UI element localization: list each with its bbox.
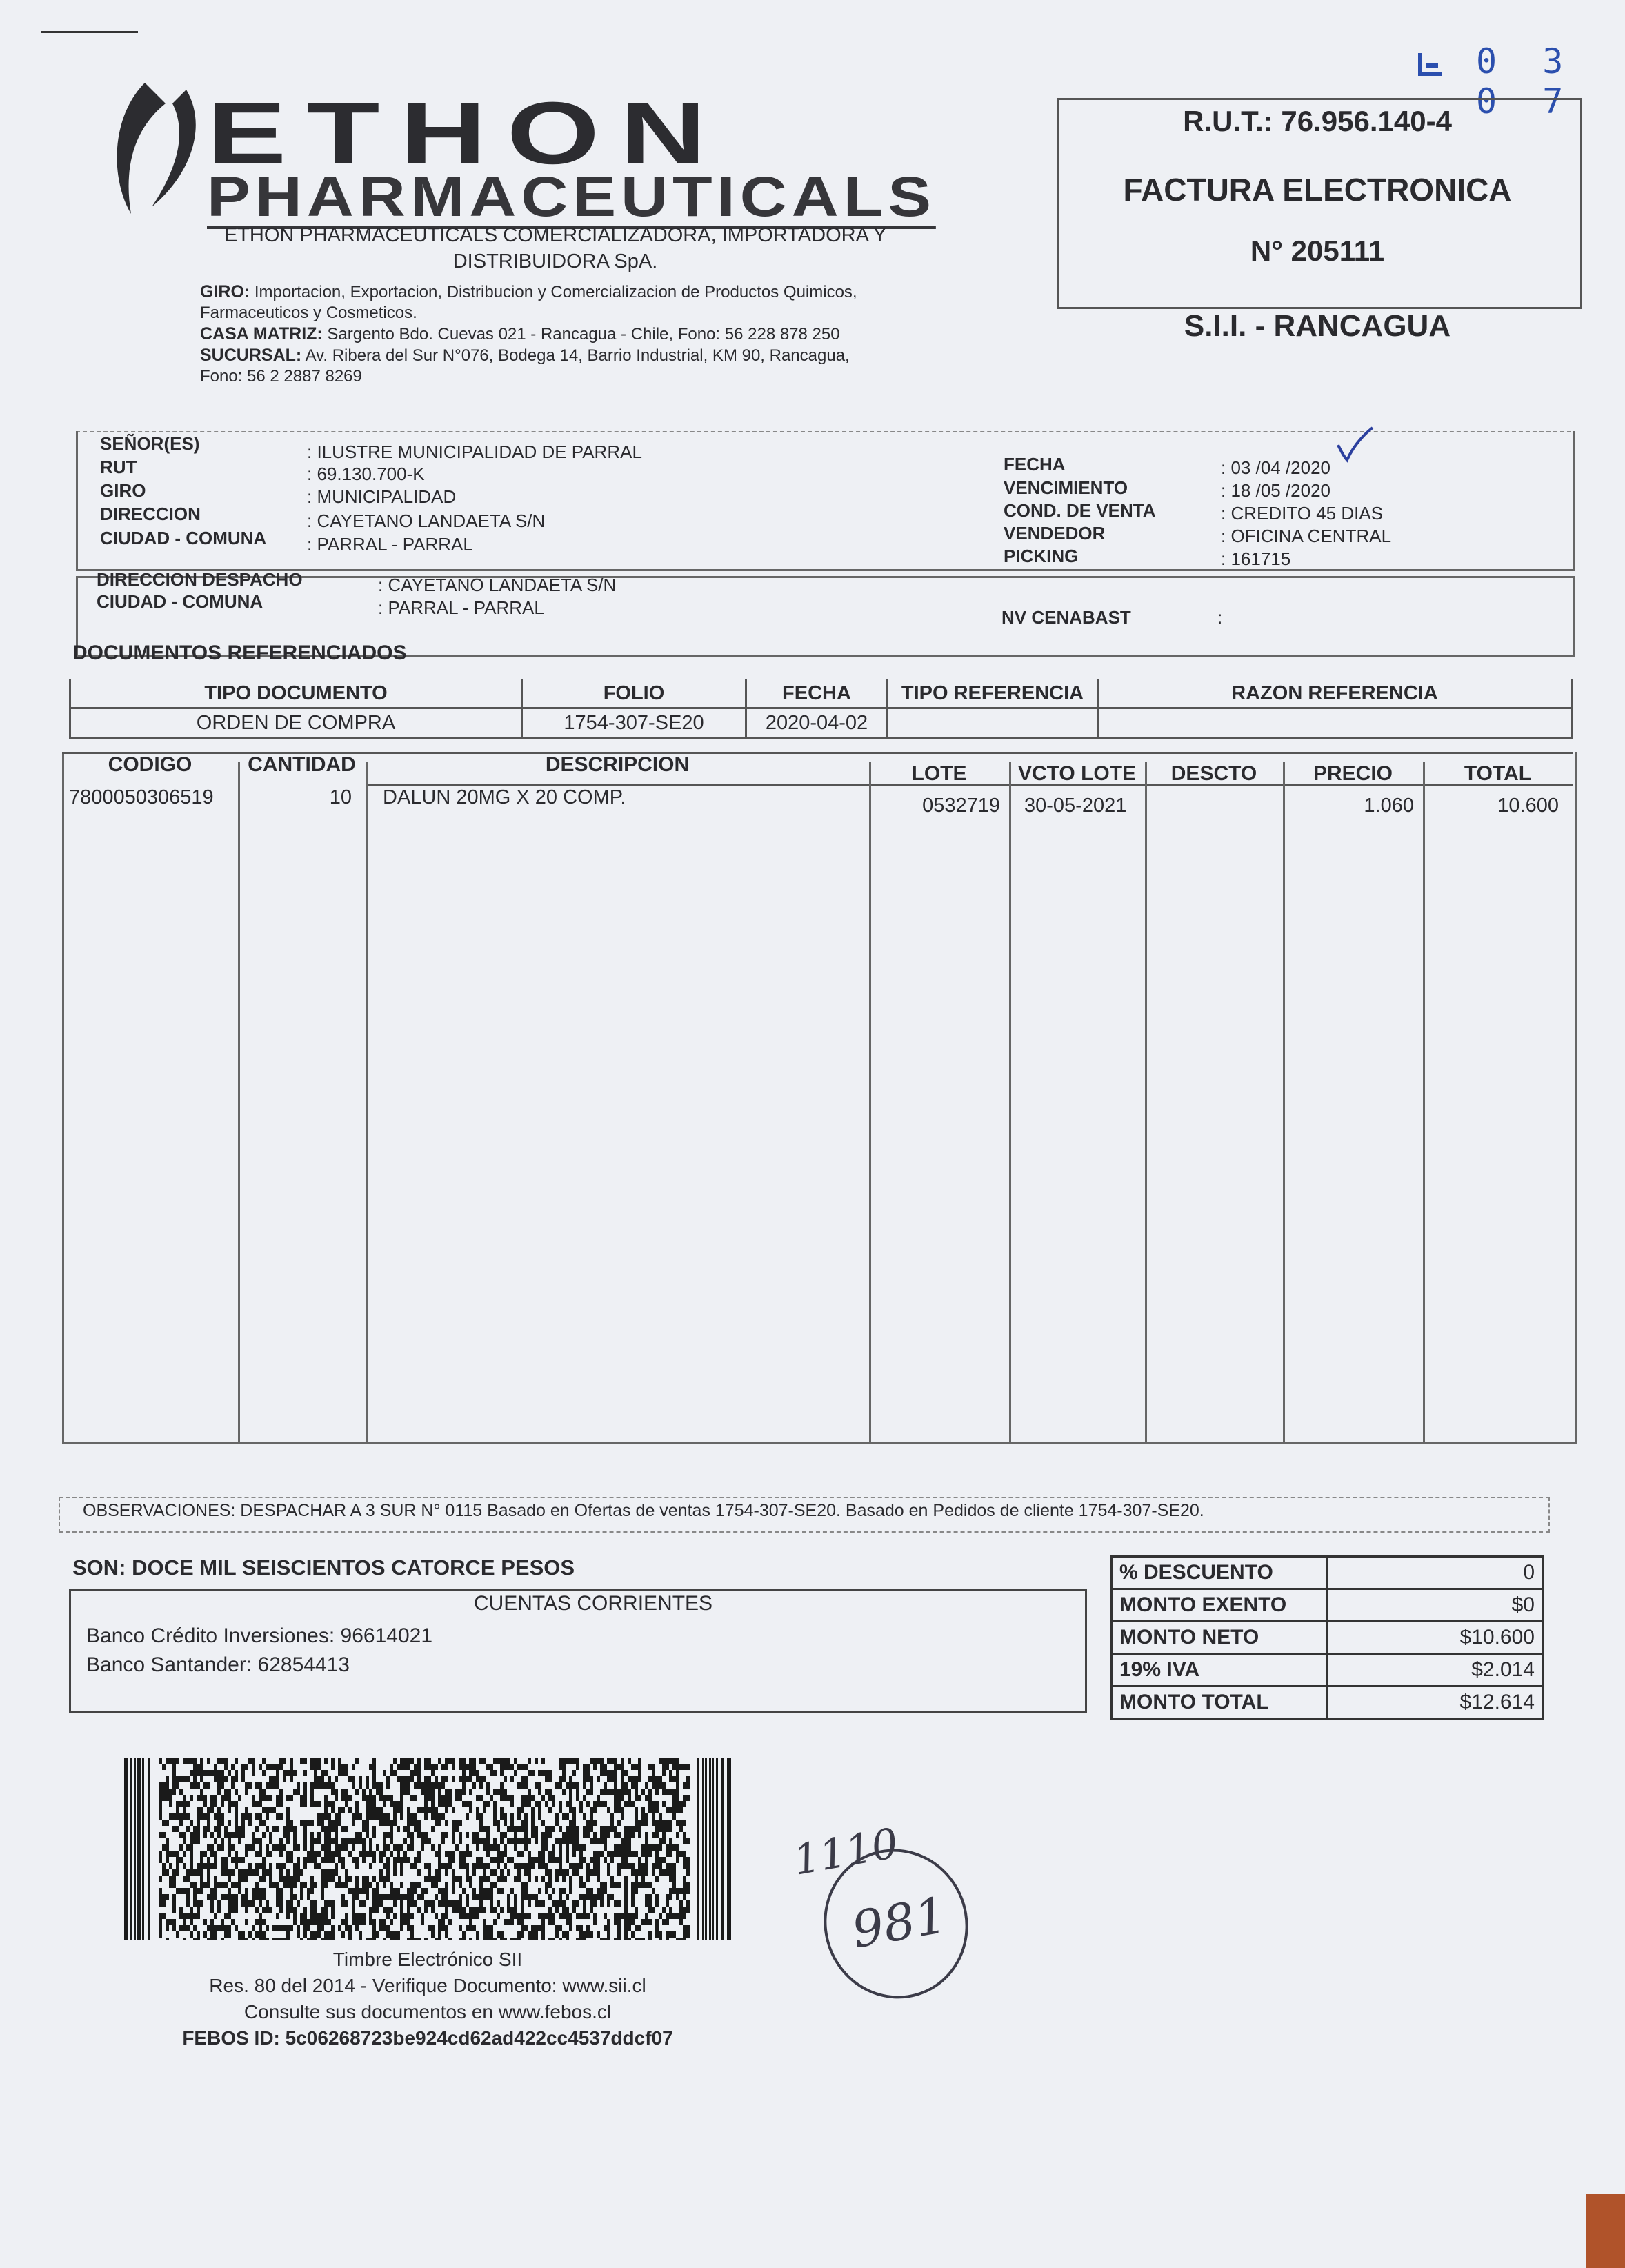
items-header-cantidad: CANTIDAD [248,753,356,776]
picking-label: PICKING [1004,546,1079,566]
sale-condition: : CREDITO 45 DIAS [1221,503,1384,524]
totals-value: $2.014 [1328,1654,1543,1687]
handwritten-check-icon [1335,424,1376,466]
item-code: 7800050306519 [69,786,214,808]
handwritten-note: 1110 [790,1819,902,1885]
timbre-febos-link: Consulte sus documentos en www.febos.cl [243,2001,612,2022]
docs-ref-cell: 2020-04-02 [746,708,888,738]
docs-ref-cell [888,708,1098,738]
despacho-label: DIRECCION DESPACHO [97,569,303,590]
totals-label: MONTO EXENTO [1112,1589,1328,1622]
docs-ref-header: TIPO DOCUMENTO [70,679,522,708]
logo-brand: ETHON [207,84,727,183]
totals-value: $0 [1328,1589,1543,1622]
docs-ref-header: TIPO REFERENCIA [888,679,1098,708]
totals-label: % DESCUENTO [1112,1557,1328,1589]
client-city: : PARRAL - PARRAL [307,534,473,555]
totals-table [1110,1555,1544,1720]
item-description: DALUN 20MG X 20 COMP. [383,786,626,808]
pdf417-barcode [124,1758,731,1940]
items-header-codigo: CODIGO [108,753,192,776]
column-divider [869,762,871,1442]
items-table [62,752,1577,1444]
totals-row [1112,1589,1543,1622]
ciudad-label: CIUDAD - COMUNA [100,528,267,548]
docs-ref-table [69,679,1573,739]
client-rut: : 69.130.700-K [307,464,425,484]
column-divider [238,762,240,1442]
sucursal-label: SUCURSAL: [200,346,302,365]
docs-ref-cell: 1754-307-SE20 [522,708,746,738]
items-header-lote: LOTE [911,762,967,785]
totals-label: MONTO NETO [1112,1622,1328,1654]
items-header-vcto: VCTO LOTE [1017,762,1137,785]
docs-ref-header: FECHA [746,679,888,708]
giro-text: Importacion, Exportacion, Distribucion y Comercializacion de Productos Quimicos, [254,283,857,301]
item-lot: 0532719 [922,795,1000,817]
item-lot-expiry: 30-05-2021 [1024,795,1127,817]
client-giro: : MUNICIPALIDAD [307,486,457,507]
nv-cenabast-label: NV CENABAST [1001,607,1131,628]
docs-ref-header: RAZON REFERENCIA [1098,679,1572,708]
handwritten-note-circled: 981 [847,1885,951,1960]
totals-row [1112,1654,1543,1687]
giro-client-label: GIRO [100,480,146,501]
sii-office: S.I.I. - RANCAGUA [1184,309,1451,343]
shipping-city: : PARRAL - PARRAL [378,597,544,618]
invoice-date: : 03 /04 /2020 [1221,457,1331,478]
corner-line [41,31,138,33]
giro-text-2: Farmaceuticos y Cosmeticos. [200,304,417,322]
bank-accounts-title: CUENTAS CORRIENTES [473,1592,713,1615]
despacho-ciudad-label: CIUDAD - COMUNA [97,591,263,612]
picking-number: : 161715 [1221,548,1291,569]
client-name: : ILUSTRE MUNICIPALIDAD DE PARRAL [307,441,642,462]
item-price: 1.060 [1364,795,1414,817]
column-divider [1009,762,1011,1442]
totals-label: MONTO TOTAL [1112,1687,1328,1719]
docs-ref-header: FOLIO [522,679,746,708]
totals-value: $12.614 [1328,1687,1543,1719]
items-header-total: TOTAL [1464,762,1532,785]
docs-ref-header-row [70,679,1572,708]
totals-row [1112,1622,1543,1654]
docs-ref-title: DOCUMENTOS REFERENCIADOS [72,641,407,664]
company-fono: Fono: 56 2 2887 8269 [200,367,362,386]
totals-row [1112,1557,1543,1589]
items-header-descto: DESCTO [1170,762,1257,785]
cond-venta-label: COND. DE VENTA [1004,500,1156,521]
document-type: FACTURA ELECTRONICA [1123,172,1512,208]
due-date: : 18 /05 /2020 [1221,480,1331,501]
nv-cenabast-value: : [1217,607,1223,628]
senores-label: SEÑOR(ES) [100,433,200,454]
issuer-rut: R.U.T.: 76.956.140-4 [1183,105,1452,137]
fecha-label: FECHA [1004,454,1066,475]
matriz-text: Sargento Bdo. Cuevas 021 - Rancagua - Chile, Fono: 56 228 878 250 [327,325,840,344]
stamp-number: 0 3 0 7 [1476,41,1576,121]
febos-id: FEBOS ID: 5c06268723be924cd62ad422cc4537ddcf07 [182,2027,673,2049]
company-giro [200,281,904,387]
logo-subtitle: PHARMACEUTICALS [207,166,936,228]
column-divider [1423,762,1425,1442]
observations-text: OBSERVACIONES: DESPACHAR A 3 SUR N° 0115 Basado en Ofertas de ventas 1754-307-SE20. Basado en Pedidos de cliente 1754-307-SE20. [83,1501,1204,1520]
rut-label: RUT [100,457,137,477]
item-quantity: 10 [329,786,352,808]
client-address: : CAYETANO LANDAETA S/N [307,510,546,531]
folder-tab [1586,2194,1625,2268]
items-header-descripcion: DESCRIPCION [545,753,690,776]
items-header-precio: PRECIO [1313,762,1393,785]
bank-account-santander: Banco Santander: 62854413 [86,1653,350,1676]
bank-account-bci: Banco Crédito Inversiones: 96614021 [86,1624,433,1647]
timbre-title: Timbre Electrónico SII [332,1949,523,1970]
column-divider [1145,762,1147,1442]
invoice-number: N° 205111 [1250,235,1385,267]
company-name [207,222,904,275]
item-total: 10.600 [1497,795,1559,817]
stamp-mark-icon [1417,48,1441,76]
column-divider [366,762,368,1442]
direccion-label: DIRECCION [100,504,201,524]
docs-ref-cell [1098,708,1572,738]
totals-label: 19% IVA [1112,1654,1328,1687]
totals-value: 0 [1328,1557,1543,1589]
vendedor-label: VENDEDOR [1004,523,1106,544]
totals-value: $10.600 [1328,1622,1543,1654]
table-row [70,708,1572,738]
company-name-line1: ETHON PHARMACEUTICALS COMERCIALIZADORA, IMPORTADORA Y [223,224,887,246]
giro-label: GIRO: [200,282,250,301]
matriz-label: CASA MATRIZ: [200,324,323,344]
shipping-address: : CAYETANO LANDAETA S/N [378,575,617,595]
vencimiento-label: VENCIMIENTO [1004,477,1128,498]
column-divider [1283,762,1285,1442]
docs-ref-cell: ORDEN DE COMPRA [70,708,522,738]
timbre-resolution: Res. 80 del 2014 - Verifique Documento: www.sii.cl [209,1975,646,1996]
amount-in-words: SON: DOCE MIL SEISCIENTOS CATORCE PESOS [72,1555,575,1580]
seller: : OFICINA CENTRAL [1221,526,1392,546]
company-name-line2: DISTRIBUIDORA SpA. [452,250,658,272]
totals-row [1112,1687,1543,1719]
sucursal-text: Av. Ribera del Sur N°076, Bodega 14, Barrio Industrial, KM 90, Rancagua, [305,346,850,365]
ethon-logo-icon [103,76,207,221]
